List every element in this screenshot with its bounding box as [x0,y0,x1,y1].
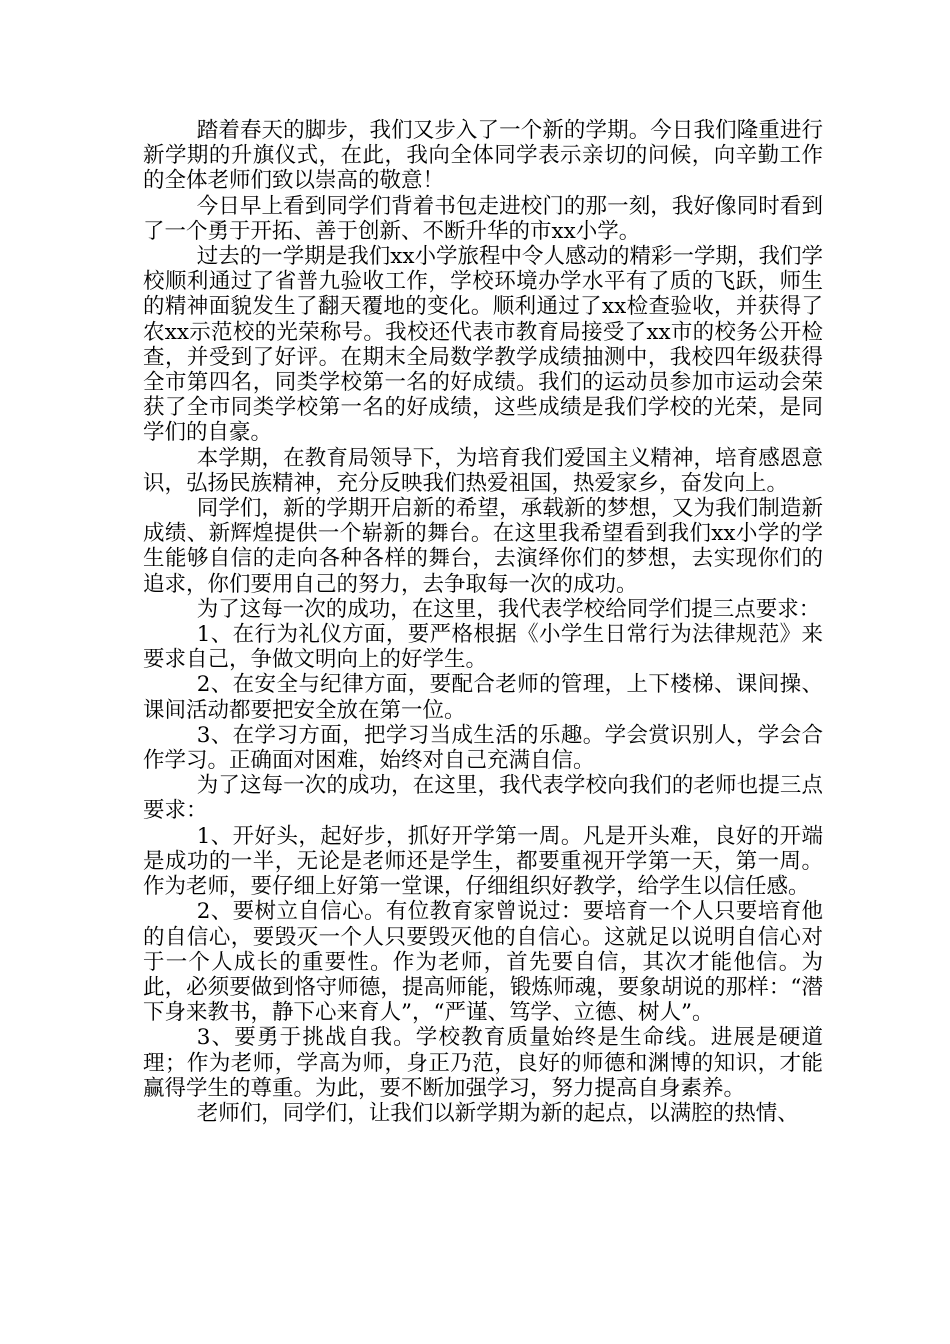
paragraph-new-hopes: 同学们，新的学期开启新的希望，承载新的梦想，又为我们制造新成绩、新辉煌提供一个崭新的舞台。在这里我希望看到我们xx小学的学生能够自信的走向各种各样的舞台，去演绎你们的梦想，去实现你们的追求，你们要用自己的努力，去争取每一次的成功。 [143,496,823,597]
paragraph-student-requirement-2: 2、在安全与纪律方面，要配合老师的管理，上下楼梯、课间操、课间活动都要把安全放在第一位。 [143,672,823,723]
paragraph-closing: 老师们，同学们，让我们以新学期为新的起点，以满腔的热情、 [196,1100,799,1126]
paragraph-student-requirement-1: 1、在行为礼仪方面，要严格根据《小学生日常行为法律规范》来要求自己，争做文明向上的好学生。 [143,622,823,673]
paragraph-student-requirements-intro: 为了这每一次的成功，在这里，我代表学校给同学们提三点要求： [196,596,821,622]
paragraph-this-semester: 本学期，在教育局领导下，为培育我们爱国主义精神，培育感恩意识，弘扬民族精神，充分反映我们热爱祖国，热爱家乡，奋发向上。 [143,445,823,496]
paragraph-teacher-requirement-2: 2、要树立自信心。有位教育家曾说过：要培育一个人只要培育他的自信心，要毁灭一个人只要毁灭他的自信心。这就足以说明自信心对于一个人成长的重要性。作为老师，首先要自信，其次才能他信。为此，必须要做到恪守师德，提高师能，锻炼师魂，要象胡说的那样：“潜下身来教书，静下心来育人”，“严谨、笃学、立德、树人”。 [143,899,823,1026]
paragraph-intro: 踏着春天的脚步，我们又步入了一个新的学期。今日我们隆重进行新学期的升旗仪式，在此，我向全体同学表示亲切的问候，向辛勤工作的全体老师们致以崇高的敬意！ [143,118,823,194]
paragraph-teacher-requirement-1: 1、开好头，起好步，抓好开学第一周。凡是开头难，良好的开端是成功的一半，无论是老师还是学生，都要重视开学第一天，第一周。作为老师，要仔细上好第一堂课，仔细组织好教学，给学生以信任感。 [143,823,823,900]
paragraph-teacher-requirement-3: 3、要勇于挑战自我。学校教育质量始终是生命线。进展是硬道理；作为老师，学高为师，身正乃范，良好的师德和渊博的知识，才能赢得学生的尊重。为此，要不断加强学习，努力提高自身素养。 [143,1025,823,1101]
paragraph-student-requirement-3: 3、在学习方面，把学习当成生活的乐趣。学会赏识别人，学会合作学习。正确面对困难，始终对自己充满自信。 [143,722,823,774]
document-body [143,118,823,1126]
paragraph-teacher-requirements-intro: 为了这每一次的成功，在这里，我代表学校向我们的老师也提三点要求： [143,773,823,824]
paragraph-morning: 今日早上看到同学们背着书包走进校门的那一刻，我好像同时看到了一个勇于开拓、善于创新、不断升华的市xx小学。 [143,193,823,244]
paragraph-last-semester: 过去的一学期是我们xx小学旅程中令人感动的精彩一学期，我们学校顺利通过了省普九验收工作，学校环境办学水平有了质的飞跃，师生的精神面貌发生了翻天覆地的变化。顺利通过了xx检查验收，并获得了农xx示范校的光荣称号。我校还代表市教育局接受了xx市的校务公开检查，并受到了好评。在期末全局数学教学成绩抽测中，我校四年级获得全市第四名，同类学校第一名的好成绩。我们的运动员参加市运动会荣获了全市同类学校第一名的好成绩，这些成绩是我们学校的光荣，是同学们的自豪。 [143,244,824,446]
